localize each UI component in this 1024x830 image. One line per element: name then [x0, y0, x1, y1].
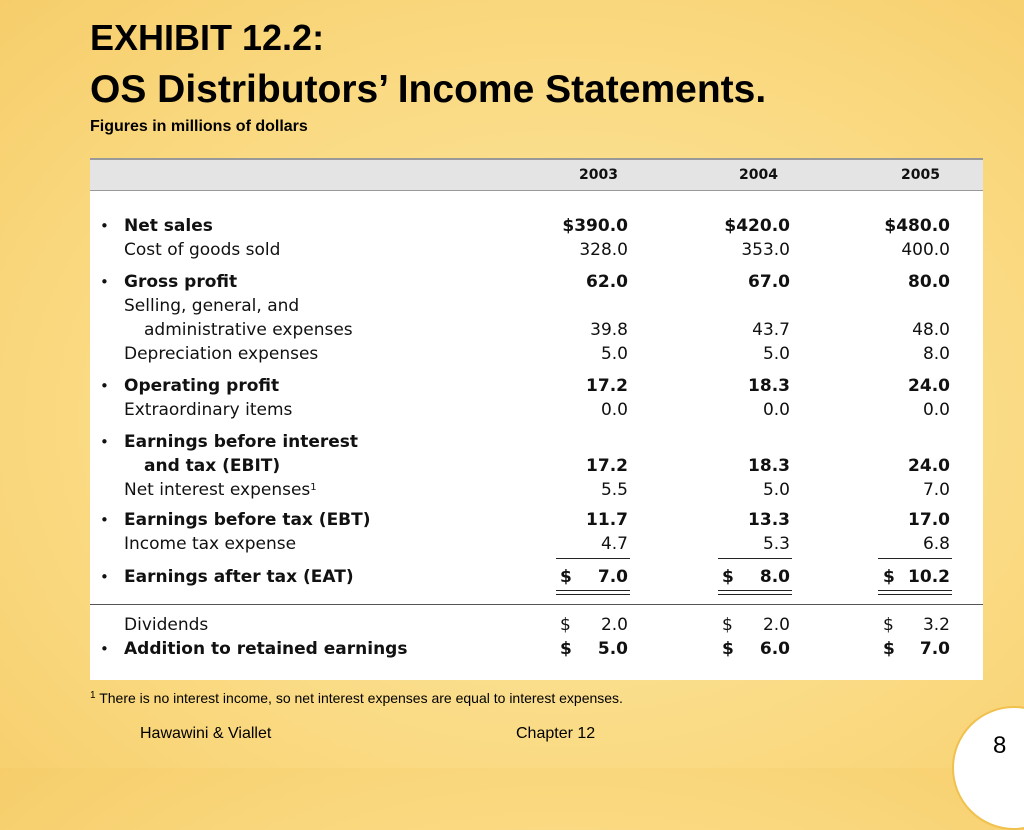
row-label: Income tax expense [124, 534, 297, 554]
page-number-badge [952, 706, 1024, 830]
value-2005: 24.0 [908, 376, 950, 396]
value-2005: 10.2 [908, 567, 950, 587]
bullet-icon: • [100, 273, 109, 291]
row-label: Earnings before interest [124, 432, 359, 452]
table-row-net-interest [90, 478, 983, 502]
bullet-icon: • [100, 433, 109, 451]
table-row-extraordinary-items [90, 398, 983, 422]
year-2003-header: 2003 [579, 167, 618, 183]
row-label: Earnings before tax (EBT) [124, 510, 371, 530]
table-row-net-sales [90, 214, 983, 238]
table-header [90, 158, 983, 191]
footer-authors: Hawawini & Viallet [140, 725, 272, 742]
subtotal-underline [556, 558, 630, 559]
bullet-icon: • [100, 511, 109, 529]
row-label: Extraordinary items [124, 400, 293, 420]
value-2004: 43.7 [752, 320, 790, 340]
total-double-underline [718, 590, 792, 595]
currency-symbol: $ [883, 639, 895, 659]
row-label-text: Net interest expenses [124, 480, 311, 500]
slide-subtitle: Figures in millions of dollars [90, 118, 308, 135]
value-2003: 17.2 [586, 376, 628, 396]
bullet-icon: • [100, 640, 109, 658]
value-2005: 400.0 [901, 240, 950, 260]
value-2005: 6.8 [922, 534, 950, 554]
value-2004: 18.3 [748, 456, 790, 476]
value-2004: 8.0 [759, 567, 790, 587]
value-2004: 13.3 [748, 510, 790, 530]
value-2003: 0.0 [600, 400, 628, 420]
table-row-sga-line1 [90, 294, 983, 318]
year-2004-header: 2004 [739, 167, 778, 183]
value-2004: 353.0 [741, 240, 790, 260]
value-2005: 80.0 [908, 272, 950, 292]
value-2004: 5.0 [762, 344, 790, 364]
row-label: Net sales [124, 216, 213, 236]
value-2003: 4.7 [600, 534, 628, 554]
table-row-ebit-line1 [90, 430, 983, 454]
value-2004: 5.0 [762, 480, 790, 500]
row-label: Dividends [124, 615, 209, 635]
table-row-cogs [90, 238, 983, 262]
currency-symbol: $ [722, 615, 733, 635]
footnote-mark: 1 [90, 690, 96, 701]
value-2003: 5.0 [600, 344, 628, 364]
table-row-ebit [90, 454, 983, 478]
row-label: Cost of goods sold [124, 240, 281, 260]
table-row-income-tax [90, 532, 983, 556]
subtotal-underline [878, 558, 952, 559]
value-2004: 6.0 [759, 639, 790, 659]
total-double-underline [556, 590, 630, 595]
income-statement-table [90, 158, 983, 680]
value-2003: 62.0 [586, 272, 628, 292]
value-2005: 0.0 [922, 400, 950, 420]
value-2003: 328.0 [579, 240, 628, 260]
value-2005: 7.0 [922, 480, 950, 500]
value-2003: 17.2 [586, 456, 628, 476]
value-2003: 11.7 [586, 510, 628, 530]
value-2004: 67.0 [748, 272, 790, 292]
table-row-retained-earnings [90, 637, 983, 661]
value-2005: 48.0 [912, 320, 950, 340]
row-label: Gross profit [124, 272, 238, 292]
total-double-underline [878, 590, 952, 595]
year-2005-header: 2005 [901, 167, 940, 183]
row-label: administrative expenses [144, 320, 353, 340]
currency-symbol: $ [560, 615, 571, 635]
footer-chapter: Chapter 12 [516, 725, 596, 742]
currency-symbol: $ [560, 639, 572, 659]
value-2003: $390.0 [562, 216, 628, 236]
page-number: 8 [993, 732, 1007, 759]
footnote-mark: 1 [310, 482, 317, 493]
value-2004: 2.0 [762, 615, 790, 635]
value-2004: 0.0 [762, 400, 790, 420]
value-2004: 5.3 [762, 534, 790, 554]
value-2005: 24.0 [908, 456, 950, 476]
value-2005: 3.2 [922, 615, 950, 635]
bullet-icon: • [100, 217, 109, 235]
value-2003: 7.0 [597, 567, 628, 587]
row-label: Earnings after tax (EAT) [124, 567, 354, 587]
currency-symbol: $ [722, 567, 734, 587]
value-2005: 7.0 [919, 639, 950, 659]
currency-symbol: $ [560, 567, 572, 587]
currency-symbol: $ [883, 615, 894, 635]
footnote-text: There is no interest income, so net interest expenses are equal to interest expenses. [99, 690, 623, 706]
subtotal-underline [718, 558, 792, 559]
bullet-icon: • [100, 568, 109, 586]
value-2004: $420.0 [724, 216, 790, 236]
table-row-gross-profit [90, 270, 983, 294]
value-2005: 8.0 [922, 344, 950, 364]
table-footnote [90, 690, 623, 706]
currency-symbol: $ [883, 567, 895, 587]
row-label: Operating profit [124, 376, 280, 396]
value-2005: $480.0 [884, 216, 950, 236]
row-label [124, 478, 317, 502]
table-row-dividends [90, 613, 983, 637]
currency-symbol: $ [722, 639, 734, 659]
table-row-eat [90, 565, 983, 589]
slide-title: OS Distributors’ Income Statements. [90, 68, 767, 111]
exhibit-title: EXHIBIT 12.2: [90, 17, 325, 58]
row-label: Selling, general, and [124, 296, 300, 316]
section-divider [90, 604, 983, 605]
table-row-depreciation [90, 342, 983, 366]
value-2003: 5.0 [597, 639, 628, 659]
table-row-ebt [90, 508, 983, 532]
row-label: Depreciation expenses [124, 344, 319, 364]
row-label: Addition to retained earnings [124, 639, 408, 659]
value-2004: 18.3 [748, 376, 790, 396]
value-2003: 39.8 [590, 320, 628, 340]
value-2003: 2.0 [600, 615, 628, 635]
value-2003: 5.5 [600, 480, 628, 500]
bullet-icon: • [100, 377, 109, 395]
value-2005: 17.0 [908, 510, 950, 530]
row-label: and tax (EBIT) [144, 456, 281, 476]
table-row-sga [90, 318, 983, 342]
table-row-operating-profit [90, 374, 983, 398]
